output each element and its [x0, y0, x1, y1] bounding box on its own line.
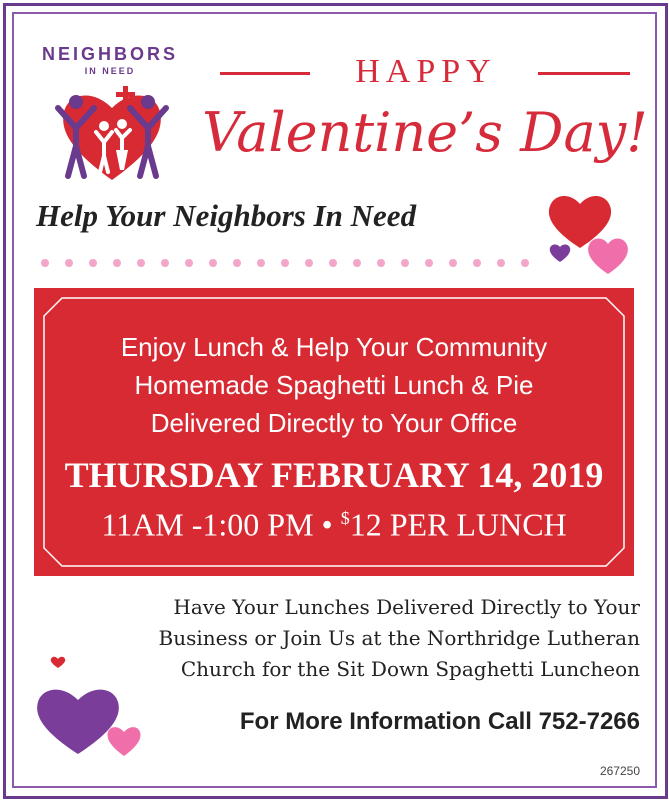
logo-title: NEIGHBORS — [41, 44, 178, 64]
pink-heart-icon — [588, 238, 628, 274]
small-red-heart-icon — [51, 657, 65, 668]
neighbors-in-need-logo — [30, 44, 190, 194]
contact-info: For More Information Call 752-7266 — [239, 708, 640, 735]
large-purple-heart-icon — [37, 690, 119, 754]
logo-subtitle: IN NEED — [84, 66, 136, 76]
decorative-hearts-bottom — [28, 650, 158, 770]
dot-divider — [40, 258, 530, 268]
happy-heading — [216, 52, 636, 92]
delivered-line: Delivered Directly to Your Office — [150, 408, 518, 438]
family-heart-icon — [50, 80, 175, 190]
event-info-box — [34, 288, 634, 576]
event-time: 11AM -1:00 PM — [101, 506, 314, 543]
decorative-hearts-top — [540, 188, 640, 288]
delivery-line-1: Have Your Lunches Delivered Directly to Your — [173, 595, 640, 619]
help-neighbors-tagline: Help Your Neighbors In Need — [36, 198, 417, 233]
pink-heart-icon — [108, 727, 141, 756]
happy-text: HAPPY — [355, 53, 497, 90]
ad-number: 267250 — [599, 764, 640, 778]
spaghetti-line: Homemade Spaghetti Lunch & Pie — [134, 370, 534, 400]
enjoy-lunch-line: Enjoy Lunch & Help Your Community — [120, 332, 548, 362]
price-symbol: $ — [340, 508, 350, 528]
delivery-line-3: Church for the Sit Down Spaghetti Luncheon — [180, 657, 640, 681]
event-price: 12 PER LUNCH — [349, 506, 567, 543]
purple-heart-icon — [550, 244, 570, 262]
separator-dot: • — [321, 506, 333, 543]
event-date: THURSDAY FEBRUARY 14, 2019 — [64, 455, 604, 495]
valentines-day-script: Valentine’s Day! — [202, 101, 648, 164]
delivery-line-2: Business or Join Us at the Northridge Lutheran — [158, 626, 640, 650]
event-time-price — [34, 498, 634, 545]
